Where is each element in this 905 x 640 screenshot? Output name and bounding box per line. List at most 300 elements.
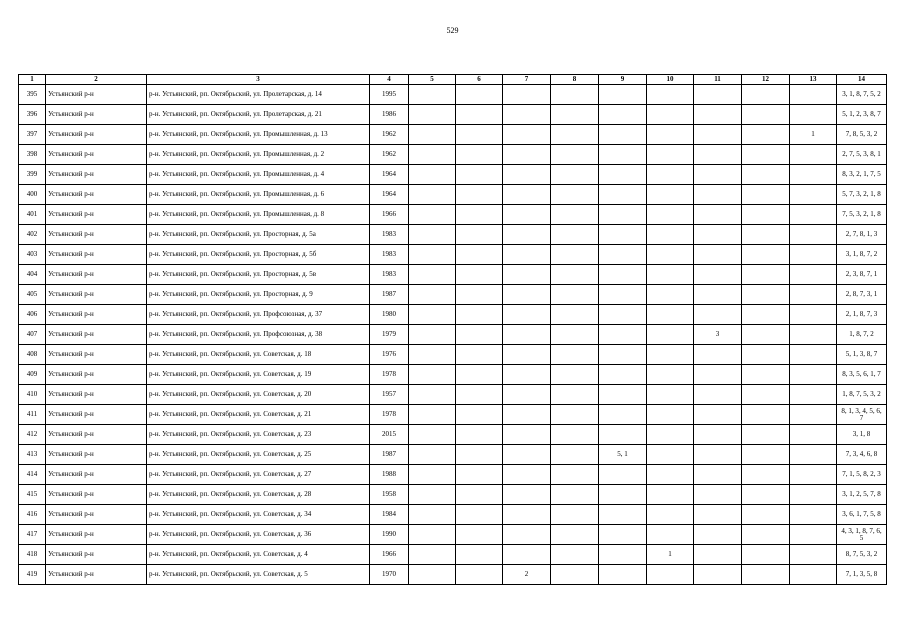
col5-cell bbox=[409, 505, 456, 525]
col13-cell bbox=[790, 545, 837, 565]
col5-cell bbox=[409, 305, 456, 325]
col8-cell bbox=[551, 305, 599, 325]
district-cell: Устьянский р-н bbox=[46, 505, 147, 525]
col8-cell bbox=[551, 525, 599, 545]
address-cell: р-н. Устьянский, рп. Октябрьский, ул. Советская, д. 18 bbox=[147, 345, 370, 365]
sequence-cell: 4, 3, 1, 8, 7, 6, 5 bbox=[837, 525, 887, 545]
col12-cell bbox=[742, 105, 790, 125]
housing-registry-table bbox=[18, 74, 887, 585]
sequence-cell: 2, 8, 7, 3, 1 bbox=[837, 285, 887, 305]
address-cell: р-н. Устьянский, рп. Октябрьский, ул. Просторная, д. 5в bbox=[147, 265, 370, 285]
row-number-cell: 400 bbox=[19, 185, 46, 205]
col6-cell bbox=[456, 285, 503, 305]
col10-cell bbox=[647, 445, 694, 465]
col13-cell bbox=[790, 565, 837, 585]
col12-cell bbox=[742, 185, 790, 205]
sequence-cell: 1, 8, 7, 5, 3, 2 bbox=[837, 385, 887, 405]
address-cell: р-н. Устьянский, рп. Октябрьский, ул. Советская, д. 5 bbox=[147, 565, 370, 585]
col5-cell bbox=[409, 225, 456, 245]
row-number-cell: 415 bbox=[19, 485, 46, 505]
row-number-cell: 396 bbox=[19, 105, 46, 125]
col7-cell bbox=[503, 165, 551, 185]
col12-cell bbox=[742, 265, 790, 285]
row-number-cell: 411 bbox=[19, 405, 46, 425]
row-number-cell: 412 bbox=[19, 425, 46, 445]
col12-cell bbox=[742, 305, 790, 325]
col12-cell bbox=[742, 285, 790, 305]
table-row bbox=[19, 425, 887, 445]
col7-cell bbox=[503, 145, 551, 165]
col11-cell bbox=[694, 165, 742, 185]
col6-cell bbox=[456, 145, 503, 165]
column-header-1: 1 bbox=[19, 75, 46, 85]
col7-cell bbox=[503, 405, 551, 425]
table-row bbox=[19, 485, 887, 505]
col5-cell bbox=[409, 185, 456, 205]
table-row bbox=[19, 465, 887, 485]
district-cell: Устьянский р-н bbox=[46, 545, 147, 565]
address-cell: р-н. Устьянский, рп. Октябрьский, ул. Просторная, д. 5а bbox=[147, 225, 370, 245]
col12-cell bbox=[742, 85, 790, 105]
col12-cell bbox=[742, 445, 790, 465]
col5-cell bbox=[409, 405, 456, 425]
address-cell: р-н. Устьянский, рп. Октябрьский, ул. Советская, д. 27 bbox=[147, 465, 370, 485]
col8-cell bbox=[551, 265, 599, 285]
sequence-cell: 1, 8, 7, 2 bbox=[837, 325, 887, 345]
col12-cell bbox=[742, 205, 790, 225]
year-cell: 1980 bbox=[370, 305, 409, 325]
sequence-cell: 8, 1, 3, 4, 5, 6, 7 bbox=[837, 405, 887, 425]
col6-cell bbox=[456, 325, 503, 345]
table-row bbox=[19, 325, 887, 345]
col13-cell bbox=[790, 265, 837, 285]
col12-cell bbox=[742, 125, 790, 145]
table-row bbox=[19, 85, 887, 105]
col7-cell bbox=[503, 465, 551, 485]
col9-cell bbox=[599, 345, 647, 365]
address-cell: р-н. Устьянский, рп. Октябрьский, ул. Советская, д. 19 bbox=[147, 365, 370, 385]
col5-cell bbox=[409, 445, 456, 465]
col5-cell bbox=[409, 145, 456, 165]
col8-cell bbox=[551, 485, 599, 505]
col11-cell bbox=[694, 465, 742, 485]
col10-cell bbox=[647, 305, 694, 325]
col11-cell bbox=[694, 365, 742, 385]
col9-cell bbox=[599, 425, 647, 445]
col7-cell bbox=[503, 185, 551, 205]
col10-cell bbox=[647, 485, 694, 505]
district-cell: Устьянский р-н bbox=[46, 345, 147, 365]
col8-cell bbox=[551, 125, 599, 145]
col11-cell bbox=[694, 265, 742, 285]
col10-cell bbox=[647, 365, 694, 385]
col11-cell bbox=[694, 285, 742, 305]
col9-cell bbox=[599, 105, 647, 125]
col10-cell bbox=[647, 565, 694, 585]
col9-cell bbox=[599, 465, 647, 485]
col5-cell bbox=[409, 245, 456, 265]
col6-cell bbox=[456, 165, 503, 185]
col10-cell bbox=[647, 205, 694, 225]
address-cell: р-н. Устьянский, рп. Октябрьский, ул. Промышленная, д. 6 bbox=[147, 185, 370, 205]
col13-cell bbox=[790, 285, 837, 305]
col10-cell bbox=[647, 345, 694, 365]
col5-cell bbox=[409, 205, 456, 225]
col7-cell bbox=[503, 445, 551, 465]
col6-cell bbox=[456, 465, 503, 485]
col13-cell bbox=[790, 165, 837, 185]
col10-cell bbox=[647, 465, 694, 485]
district-cell: Устьянский р-н bbox=[46, 445, 147, 465]
col8-cell bbox=[551, 185, 599, 205]
col6-cell bbox=[456, 85, 503, 105]
col13-cell bbox=[790, 305, 837, 325]
year-cell: 1964 bbox=[370, 165, 409, 185]
col7-cell bbox=[503, 525, 551, 545]
col7-cell bbox=[503, 485, 551, 505]
address-cell: р-н. Устьянский, рп. Октябрьский, ул. Советская, д. 23 bbox=[147, 425, 370, 445]
sequence-cell: 3, 6, 1, 7, 5, 8 bbox=[837, 505, 887, 525]
col7-cell bbox=[503, 85, 551, 105]
address-cell: р-н. Устьянский, рп. Октябрьский, ул. Промышленная, д. 8 bbox=[147, 205, 370, 225]
col11-cell bbox=[694, 245, 742, 265]
col10-cell bbox=[647, 165, 694, 185]
district-cell: Устьянский р-н bbox=[46, 85, 147, 105]
row-number-cell: 407 bbox=[19, 325, 46, 345]
row-number-cell: 395 bbox=[19, 85, 46, 105]
year-cell: 1987 bbox=[370, 445, 409, 465]
col7-cell bbox=[503, 205, 551, 225]
col10-cell bbox=[647, 265, 694, 285]
table-row bbox=[19, 245, 887, 265]
col9-cell bbox=[599, 265, 647, 285]
col7-cell bbox=[503, 285, 551, 305]
column-header-6: 6 bbox=[456, 75, 503, 85]
col6-cell bbox=[456, 265, 503, 285]
col8-cell bbox=[551, 385, 599, 405]
column-header-14: 14 bbox=[837, 75, 887, 85]
col11-cell bbox=[694, 445, 742, 465]
column-header-10: 10 bbox=[647, 75, 694, 85]
col7-cell bbox=[503, 425, 551, 445]
col6-cell bbox=[456, 545, 503, 565]
col10-cell bbox=[647, 125, 694, 145]
col11-cell bbox=[694, 185, 742, 205]
year-cell: 1979 bbox=[370, 325, 409, 345]
col6-cell bbox=[456, 405, 503, 425]
col6-cell bbox=[456, 365, 503, 385]
row-number-cell: 409 bbox=[19, 365, 46, 385]
col10-cell: 1 bbox=[647, 545, 694, 565]
col9-cell bbox=[599, 385, 647, 405]
sequence-cell: 8, 3, 5, 6, 1, 7 bbox=[837, 365, 887, 385]
col13-cell bbox=[790, 145, 837, 165]
year-cell: 1964 bbox=[370, 185, 409, 205]
col9-cell bbox=[599, 485, 647, 505]
row-number-cell: 403 bbox=[19, 245, 46, 265]
col5-cell bbox=[409, 385, 456, 405]
district-cell: Устьянский р-н bbox=[46, 225, 147, 245]
table-row bbox=[19, 545, 887, 565]
col10-cell bbox=[647, 245, 694, 265]
year-cell: 2015 bbox=[370, 425, 409, 445]
year-cell: 1983 bbox=[370, 265, 409, 285]
col11-cell bbox=[694, 425, 742, 445]
district-cell: Устьянский р-н bbox=[46, 365, 147, 385]
table-header bbox=[19, 75, 887, 85]
district-cell: Устьянский р-н bbox=[46, 425, 147, 445]
column-header-12: 12 bbox=[742, 75, 790, 85]
address-cell: р-н. Устьянский, рп. Октябрьский, ул. Промышленная, д. 4 bbox=[147, 165, 370, 185]
sequence-cell: 2, 1, 8, 7, 3 bbox=[837, 305, 887, 325]
col12-cell bbox=[742, 525, 790, 545]
year-cell: 1986 bbox=[370, 105, 409, 125]
col6-cell bbox=[456, 525, 503, 545]
year-cell: 1966 bbox=[370, 205, 409, 225]
table-row bbox=[19, 205, 887, 225]
col8-cell bbox=[551, 345, 599, 365]
address-cell: р-н. Устьянский, рп. Октябрьский, ул. Советская, д. 20 bbox=[147, 385, 370, 405]
col8-cell bbox=[551, 145, 599, 165]
col11-cell bbox=[694, 485, 742, 505]
col6-cell bbox=[456, 245, 503, 265]
col6-cell bbox=[456, 565, 503, 585]
col11-cell bbox=[694, 545, 742, 565]
col10-cell bbox=[647, 385, 694, 405]
col5-cell bbox=[409, 85, 456, 105]
year-cell: 1990 bbox=[370, 525, 409, 545]
row-number-cell: 417 bbox=[19, 525, 46, 545]
row-number-cell: 402 bbox=[19, 225, 46, 245]
sequence-cell: 5, 7, 3, 2, 1, 8 bbox=[837, 185, 887, 205]
row-number-cell: 410 bbox=[19, 385, 46, 405]
col6-cell bbox=[456, 225, 503, 245]
col13-cell bbox=[790, 405, 837, 425]
col12-cell bbox=[742, 225, 790, 245]
col8-cell bbox=[551, 365, 599, 385]
col8-cell bbox=[551, 225, 599, 245]
row-number-cell: 405 bbox=[19, 285, 46, 305]
col5-cell bbox=[409, 125, 456, 145]
col5-cell bbox=[409, 565, 456, 585]
col12-cell bbox=[742, 165, 790, 185]
col7-cell bbox=[503, 505, 551, 525]
col13-cell bbox=[790, 505, 837, 525]
sequence-cell: 3, 1, 2, 5, 7, 8 bbox=[837, 485, 887, 505]
district-cell: Устьянский р-н bbox=[46, 565, 147, 585]
year-cell: 1966 bbox=[370, 545, 409, 565]
col5-cell bbox=[409, 285, 456, 305]
col7-cell bbox=[503, 385, 551, 405]
column-header-11: 11 bbox=[694, 75, 742, 85]
col10-cell bbox=[647, 85, 694, 105]
col7-cell bbox=[503, 345, 551, 365]
sequence-cell: 3, 1, 8, 7, 5, 2 bbox=[837, 85, 887, 105]
col5-cell bbox=[409, 105, 456, 125]
row-number-cell: 399 bbox=[19, 165, 46, 185]
col7-cell bbox=[503, 305, 551, 325]
col9-cell bbox=[599, 245, 647, 265]
district-cell: Устьянский р-н bbox=[46, 105, 147, 125]
col5-cell bbox=[409, 165, 456, 185]
district-cell: Устьянский р-н bbox=[46, 285, 147, 305]
col9-cell bbox=[599, 165, 647, 185]
year-cell: 1962 bbox=[370, 145, 409, 165]
column-header-4: 4 bbox=[370, 75, 409, 85]
district-cell: Устьянский р-н bbox=[46, 185, 147, 205]
row-number-cell: 404 bbox=[19, 265, 46, 285]
col11-cell bbox=[694, 305, 742, 325]
table-row bbox=[19, 265, 887, 285]
col8-cell bbox=[551, 565, 599, 585]
year-cell: 1962 bbox=[370, 125, 409, 145]
district-cell: Устьянский р-н bbox=[46, 465, 147, 485]
col13-cell bbox=[790, 225, 837, 245]
col8-cell bbox=[551, 465, 599, 485]
col9-cell bbox=[599, 125, 647, 145]
col11-cell bbox=[694, 345, 742, 365]
col5-cell bbox=[409, 425, 456, 445]
col7-cell bbox=[503, 125, 551, 145]
col9-cell bbox=[599, 545, 647, 565]
col8-cell bbox=[551, 165, 599, 185]
column-header-3: 3 bbox=[147, 75, 370, 85]
col11-cell bbox=[694, 205, 742, 225]
col5-cell bbox=[409, 525, 456, 545]
district-cell: Устьянский р-н bbox=[46, 485, 147, 505]
col10-cell bbox=[647, 525, 694, 545]
year-cell: 1957 bbox=[370, 385, 409, 405]
address-cell: р-н. Устьянский, рп. Октябрьский, ул. Советская, д. 34 bbox=[147, 505, 370, 525]
sequence-cell: 2, 3, 8, 7, 1 bbox=[837, 265, 887, 285]
col6-cell bbox=[456, 185, 503, 205]
page-number: 529 bbox=[446, 26, 459, 35]
column-header-5: 5 bbox=[409, 75, 456, 85]
col8-cell bbox=[551, 325, 599, 345]
row-number-cell: 419 bbox=[19, 565, 46, 585]
col13-cell bbox=[790, 525, 837, 545]
sequence-cell: 5, 1, 2, 3, 8, 7 bbox=[837, 105, 887, 125]
district-cell: Устьянский р-н bbox=[46, 525, 147, 545]
sequence-cell: 8, 3, 2, 1, 7, 5 bbox=[837, 165, 887, 185]
col11-cell bbox=[694, 385, 742, 405]
table-row bbox=[19, 565, 887, 585]
table-row bbox=[19, 365, 887, 385]
col12-cell bbox=[742, 145, 790, 165]
row-number-cell: 398 bbox=[19, 145, 46, 165]
col8-cell bbox=[551, 505, 599, 525]
col13-cell bbox=[790, 365, 837, 385]
district-cell: Устьянский р-н bbox=[46, 305, 147, 325]
col11-cell bbox=[694, 225, 742, 245]
address-cell: р-н. Устьянский, рп. Октябрьский, ул. Профсоюзная, д. 37 bbox=[147, 305, 370, 325]
year-cell: 1983 bbox=[370, 225, 409, 245]
col13-cell bbox=[790, 205, 837, 225]
district-cell: Устьянский р-н bbox=[46, 325, 147, 345]
col13-cell bbox=[790, 425, 837, 445]
year-cell: 1995 bbox=[370, 85, 409, 105]
col9-cell bbox=[599, 525, 647, 545]
sequence-cell: 7, 1, 5, 8, 2, 3 bbox=[837, 465, 887, 485]
sequence-cell: 7, 5, 3, 2, 1, 8 bbox=[837, 205, 887, 225]
col11-cell: 3 bbox=[694, 325, 742, 345]
col5-cell bbox=[409, 485, 456, 505]
col5-cell bbox=[409, 265, 456, 285]
column-header-13: 13 bbox=[790, 75, 837, 85]
col9-cell bbox=[599, 325, 647, 345]
table-body bbox=[19, 85, 887, 585]
row-number-cell: 406 bbox=[19, 305, 46, 325]
table-row bbox=[19, 125, 887, 145]
col10-cell bbox=[647, 225, 694, 245]
year-cell: 1987 bbox=[370, 285, 409, 305]
col9-cell bbox=[599, 205, 647, 225]
table-row bbox=[19, 345, 887, 365]
col7-cell bbox=[503, 245, 551, 265]
col13-cell bbox=[790, 325, 837, 345]
sequence-cell: 3, 1, 8 bbox=[837, 425, 887, 445]
year-cell: 1958 bbox=[370, 485, 409, 505]
col8-cell bbox=[551, 285, 599, 305]
col7-cell bbox=[503, 545, 551, 565]
sequence-cell: 7, 3, 4, 6, 8 bbox=[837, 445, 887, 465]
col5-cell bbox=[409, 325, 456, 345]
col11-cell bbox=[694, 405, 742, 425]
year-cell: 1984 bbox=[370, 505, 409, 525]
col9-cell bbox=[599, 185, 647, 205]
col6-cell bbox=[456, 345, 503, 365]
col9-cell bbox=[599, 565, 647, 585]
address-cell: р-н. Устьянский, рп. Октябрьский, ул. Советская, д. 25 bbox=[147, 445, 370, 465]
address-cell: р-н. Устьянский, рп. Октябрьский, ул. Просторная, д. 5б bbox=[147, 245, 370, 265]
col6-cell bbox=[456, 305, 503, 325]
col9-cell bbox=[599, 85, 647, 105]
district-cell: Устьянский р-н bbox=[46, 205, 147, 225]
col9-cell bbox=[599, 365, 647, 385]
col13-cell: 1 bbox=[790, 125, 837, 145]
district-cell: Устьянский р-н bbox=[46, 405, 147, 425]
table-row bbox=[19, 525, 887, 545]
district-cell: Устьянский р-н bbox=[46, 265, 147, 285]
col7-cell bbox=[503, 105, 551, 125]
col7-cell bbox=[503, 325, 551, 345]
column-header-2: 2 bbox=[46, 75, 147, 85]
address-cell: р-н. Устьянский, рп. Октябрьский, ул. Промышленная, д. 2 bbox=[147, 145, 370, 165]
col5-cell bbox=[409, 545, 456, 565]
sequence-cell: 2, 7, 5, 3, 8, 1 bbox=[837, 145, 887, 165]
col6-cell bbox=[456, 485, 503, 505]
row-number-cell: 418 bbox=[19, 545, 46, 565]
district-cell: Устьянский р-н bbox=[46, 245, 147, 265]
row-number-cell: 408 bbox=[19, 345, 46, 365]
col7-cell bbox=[503, 225, 551, 245]
col13-cell bbox=[790, 185, 837, 205]
col8-cell bbox=[551, 425, 599, 445]
district-cell: Устьянский р-н bbox=[46, 165, 147, 185]
district-cell: Устьянский р-н bbox=[46, 145, 147, 165]
header-row bbox=[19, 75, 887, 85]
col11-cell bbox=[694, 505, 742, 525]
address-cell: р-н. Устьянский, рп. Октябрьский, ул. Советская, д. 4 bbox=[147, 545, 370, 565]
col12-cell bbox=[742, 485, 790, 505]
col8-cell bbox=[551, 545, 599, 565]
sequence-cell: 8, 7, 5, 3, 2 bbox=[837, 545, 887, 565]
sequence-cell: 7, 1, 3, 5, 8 bbox=[837, 565, 887, 585]
col13-cell bbox=[790, 85, 837, 105]
address-cell: р-н. Устьянский, рп. Октябрьский, ул. Советская, д. 28 bbox=[147, 485, 370, 505]
col13-cell bbox=[790, 445, 837, 465]
col8-cell bbox=[551, 245, 599, 265]
